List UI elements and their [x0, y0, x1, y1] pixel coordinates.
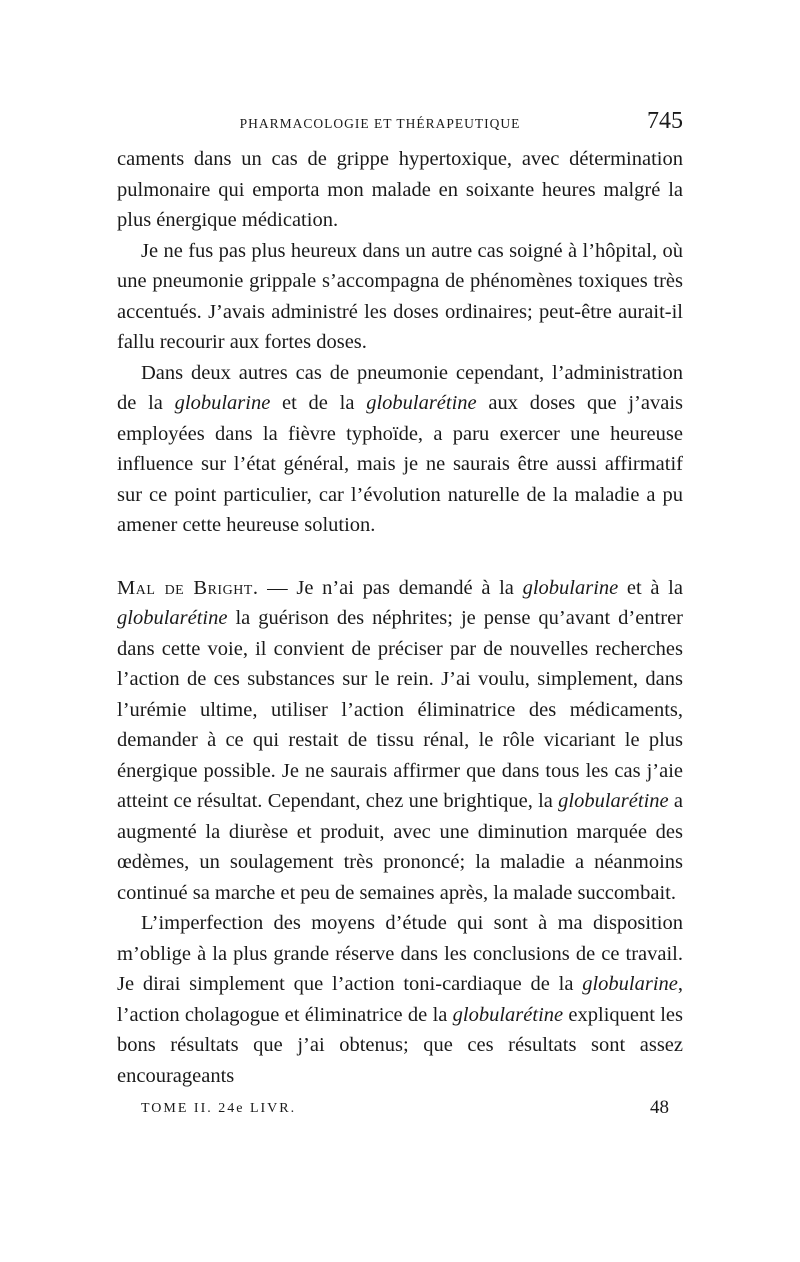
- paragraph-hopital-case: Je ne fus pas plus heureux dans un autre cas soigné à l’hôpital, où une pneumonie grippale s’accompagna de phénomènes toxiques très accentués. J’avais administré les doses ordinaires; peut-être aurait-il fallu recourir aux fortes doses.: [117, 239, 683, 353]
- paragraph-conclusions: [117, 908, 683, 1091]
- text-run: et à la: [618, 576, 683, 599]
- body-text: [117, 144, 683, 1091]
- drug-name-italic: globularine: [174, 392, 271, 414]
- paragraph-mal-de-bright: [117, 573, 683, 909]
- section-heading: Mal de Bright.: [117, 576, 259, 599]
- paragraph-pneumonia-cases: [117, 358, 683, 541]
- text-run: a augmenté la diurèse et produit, avec une diminution marquée des œdèmes, un soulagement très prononcé; la maladie a néanmoins continué sa marche et peu de semaines après, la malade succombait.: [117, 790, 683, 904]
- text-run: — Je n’ai pas demandé à la: [258, 576, 523, 599]
- page-number: 745: [647, 108, 683, 134]
- text-run: aux doses que j’avais employées dans la fièvre typhoïde, a paru exercer une heureuse influence sur l’état général, mais je ne saurais être aussi affirmatif sur ce point particulier, car l’évolution naturelle de la maladie a pu amener cette heureuse solution.: [117, 392, 683, 536]
- page-footer: [117, 1097, 683, 1125]
- book-page: [117, 108, 683, 1125]
- drug-name-italic: globularétine: [366, 392, 477, 414]
- signature-mark: TOME II. 24e LIVR.: [141, 1101, 297, 1116]
- page-header: [117, 108, 683, 144]
- text-run: Dans deux autres cas de pneumonie cependant, l’administration de la: [117, 361, 683, 414]
- text-run: expliquent les bons résultats que j’ai obtenus; que ces résultats sont assez encourageants: [117, 1003, 684, 1087]
- text-run: L’imperfection des moyens d’étude qui sont à ma disposition m’oblige à la plus grande réserve dans les conclusions de ce travail. Je dirai simplement que l’action toni-cardiaque de la: [117, 912, 683, 995]
- sheet-number: 48: [650, 1097, 669, 1118]
- paragraph-continuation: caments dans un cas de grippe hypertoxique, avec détermination pulmonaire qui emporta mon malade en soixante heures malgré la plus énergique médication.: [117, 148, 683, 231]
- text-run: et de la: [270, 392, 367, 414]
- drug-name-italic: globularine: [582, 973, 678, 995]
- drug-name-italic: globularétine: [558, 790, 669, 812]
- text-run: , l’action cholagogue et éliminatrice de la: [117, 973, 683, 1026]
- drug-name-italic: globularétine: [452, 1003, 564, 1026]
- text-run: la guérison des néphrites; je pense qu’avant d’entrer dans cette voie, il convient de préciser par de nouvelles recherches l’action de ces substances sur le rein. J’ai voulu, simplement, dans l’urémie ultime, utiliser l’action éliminatrice des médicaments, demander à ce qui restait de tissu rénal, le rôle vicariant le plus énergique possible. Je ne saurais affirmer que dans tous les cas j’aie atteint ce résultat. Cependant, chez une brightique, la: [117, 607, 683, 812]
- drug-name-italic: globularétine: [117, 607, 228, 629]
- drug-name-italic: globularine: [522, 576, 619, 599]
- running-title: PHARMACOLOGIE ET THÉRAPEUTIQUE: [239, 116, 521, 131]
